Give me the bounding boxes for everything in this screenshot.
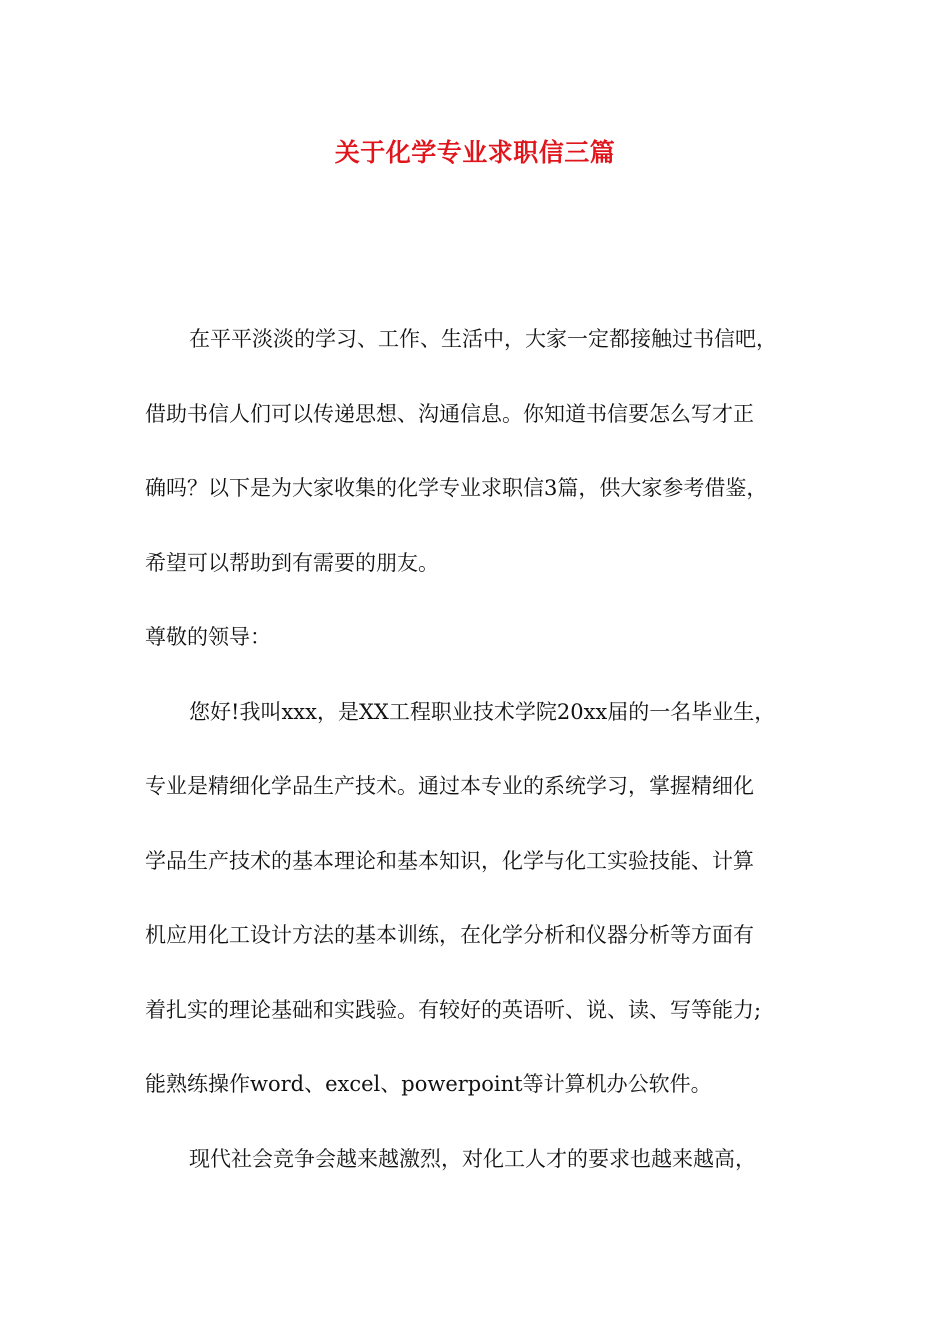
paragraph-line: 能熟练操作word、excel、powerpoint等计算机办公软件。	[145, 1072, 712, 1096]
paragraph-line: 机应用化工设计方法的基本训练，在化学分析和仪器分析等方面有	[145, 923, 754, 947]
paragraph-line: 专业是精细化学品生产技术。通过本专业的系统学习，掌握精细化	[145, 774, 754, 798]
document-title: 关于化学专业求职信三篇	[334, 138, 616, 167]
paragraph-line: 确吗？以下是为大家收集的化学专业求职信3篇，供大家参考借鉴，	[145, 476, 768, 500]
paragraph-first-line: 您好!我叫xxx，是XX工程职业技术学院20xx届的一名毕业生，	[189, 700, 776, 724]
paragraph-first-line: 现代社会竞争会越来越激烈，对化工人才的要求也越来越高，	[189, 1147, 756, 1171]
paragraph-line: 希望可以帮助到有需要的朋友。	[145, 551, 439, 575]
paragraph-line: 借助书信人们可以传递思想、沟通信息。你知道书信要怎么写才正	[145, 402, 754, 426]
paragraph-line: 学品生产技术的基本理论和基本知识，化学与化工实验技能、计算	[145, 849, 754, 873]
paragraph-line: 着扎实的理论基础和实践验。有较好的英语听、说、读、写等能力;	[145, 998, 762, 1022]
paragraph-line: 尊敬的领导：	[145, 625, 271, 649]
paragraph-first-line: 在平平淡淡的学习、工作、生活中，大家一定都接触过书信吧，	[189, 327, 777, 351]
